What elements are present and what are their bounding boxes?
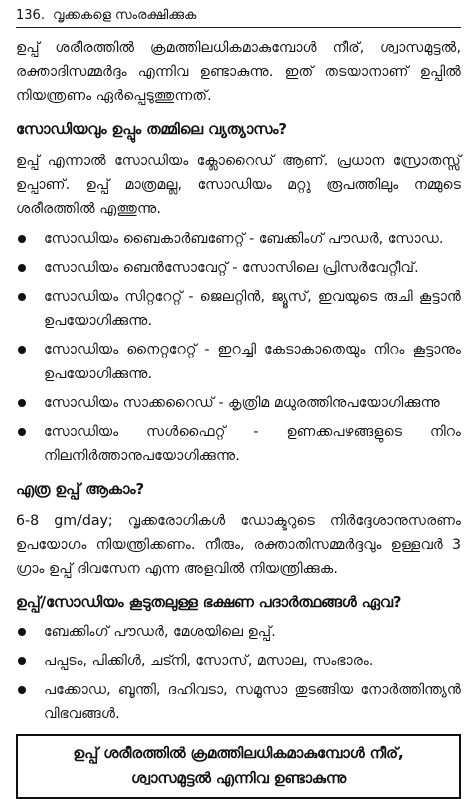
intro-paragraph: ഉപ്പ് ശരീരത്തിൽ ക്രമത്തിലധികമാകുമ്പോൾ നീര്, ശ്വാസമുട്ടൽ, രക്താദിസമ്മർദ്ദം എന്നിവ ഉണ്ടാകുന്നു. ഇത് തടയാനാണ് ഉപ്പിൽ നിയന്ത്രണം ഏർപ്പെടുത്തുന്നത്.	[16, 40, 461, 104]
list-item: സോഡിയം സൾഫൈറ്റ് - ഉണക്കപഴങ്ങളുടെ നിറം നിലനിർത്താനുപയോഗിക്കുന്നു.	[16, 420, 461, 468]
list-item: ബേക്കിംഗ് പൗഡർ, മേശയിലെ ഉപ്പ്.	[16, 620, 461, 644]
list-item: സോഡിയം നൈറ്ററേറ്റ് - ഇറച്ചി കേടാകാതെയും നിറം കൂട്ടാനും ഉപയോഗിക്കുന്നു.	[16, 338, 461, 386]
high-sodium-foods-list	[16, 620, 461, 726]
running-head	[16, 0, 461, 28]
sodium-forms-list	[16, 227, 461, 468]
bullet-icon	[18, 293, 26, 301]
highlight-callout-box	[16, 734, 461, 799]
bullet-icon	[18, 628, 26, 636]
section-heading-how-much-salt: എത്ര ഉപ്പ് ആകാം?	[16, 481, 145, 498]
bullet-icon	[18, 428, 26, 436]
bullet-icon	[18, 235, 26, 243]
bullet-icon	[18, 346, 26, 354]
list-item: സോഡിയം ബൈകാർബണേറ്റ് - ബേക്കിംഗ് പൗഡർ, സോഡ.	[16, 227, 461, 251]
list-item: സോഡിയം സിറ്ററേറ്റ് - ജെലറ്റിൻ, ജ്യൂസ്, ഇവയുടെ രുചി കൂട്ടാൻ ഉപയോഗിക്കുന്നു.	[16, 285, 461, 333]
bullet-icon	[18, 686, 26, 694]
section-heading-sodium-vs-salt: സോഡിയവും ഉപ്പും തമ്മിലെ വ്യത്യാസം?	[16, 121, 287, 138]
list-item: സോഡിയം സാക്കറൈഡ് - കൃത്രിമ മധുരത്തിനുപയോഗിക്കുന്നു	[16, 391, 461, 415]
list-item: പപ്പടം, പിക്കിൾ, ചട്നി, സോസ്, മസാല, സംഭാരം.	[16, 649, 461, 673]
list-item: പക്കോഡ, ബൂന്തി, ദഹിവടാ, സമൂസാ തുടങ്ങിയ നോർത്തിന്ത്യൻ വിഭവങ്ങൾ.	[16, 678, 461, 726]
bullet-icon	[18, 264, 26, 272]
running-head-title: വൃക്കകളെ സംരക്ഷിക്കുക	[52, 8, 197, 23]
callout-line-1: ഉപ്പ് ശരീരത്തിൽ ക്രമത്തിലധികമാകുമ്പോൾ നീര്,	[73, 745, 404, 762]
bullet-icon	[18, 399, 26, 407]
bullet-icon	[18, 657, 26, 665]
page-number: 136.	[16, 8, 45, 23]
section-heading-high-sodium-foods: ഉപ്പ്/സോഡിയം കൂടുതലുള്ള ഭക്ഷണ പദാർത്ഥങ്ങൾ ഏവ?	[16, 594, 402, 611]
list-item: സോഡിയം ബെൻസോവേറ്റ് - സോസിലെ പ്രിസർവേറ്റീവ്.	[16, 256, 461, 280]
callout-line-2: ശ്വാസമുട്ടൽ എന്നിവ ഉണ്ടാകുന്നു	[131, 770, 346, 787]
salt-quantity-paragraph: 6-8 gm/day; വൃക്കരോഗികൾ ഡോക്ടറുടെ നിർദ്ദേശാനുസരണം ഉപയോഗം നിയന്ത്രിക്കണം. നീരും, രക്താതിസമ്മർദ്ദവും ഉള്ളവർ 3 ഗ്രാം ഉപ്പ് ദിവസേന എന്ന അളവിൽ നിയന്ത്രിക്കുക.	[16, 513, 461, 577]
sodium-explanation-paragraph: ഉപ്പ് എന്നാൽ സോഡിയം ക്ലോറൈഡ് ആണ്. പ്രധാന സ്രോതസ്സ് ഉപ്പാണ്. ഉപ്പ് മാത്രമല്ല, സോഡിയം മറ്റു രൂപത്തിലും നമ്മുടെ ശരീരത്തിൽ എത്തുന്നു.	[16, 153, 461, 217]
